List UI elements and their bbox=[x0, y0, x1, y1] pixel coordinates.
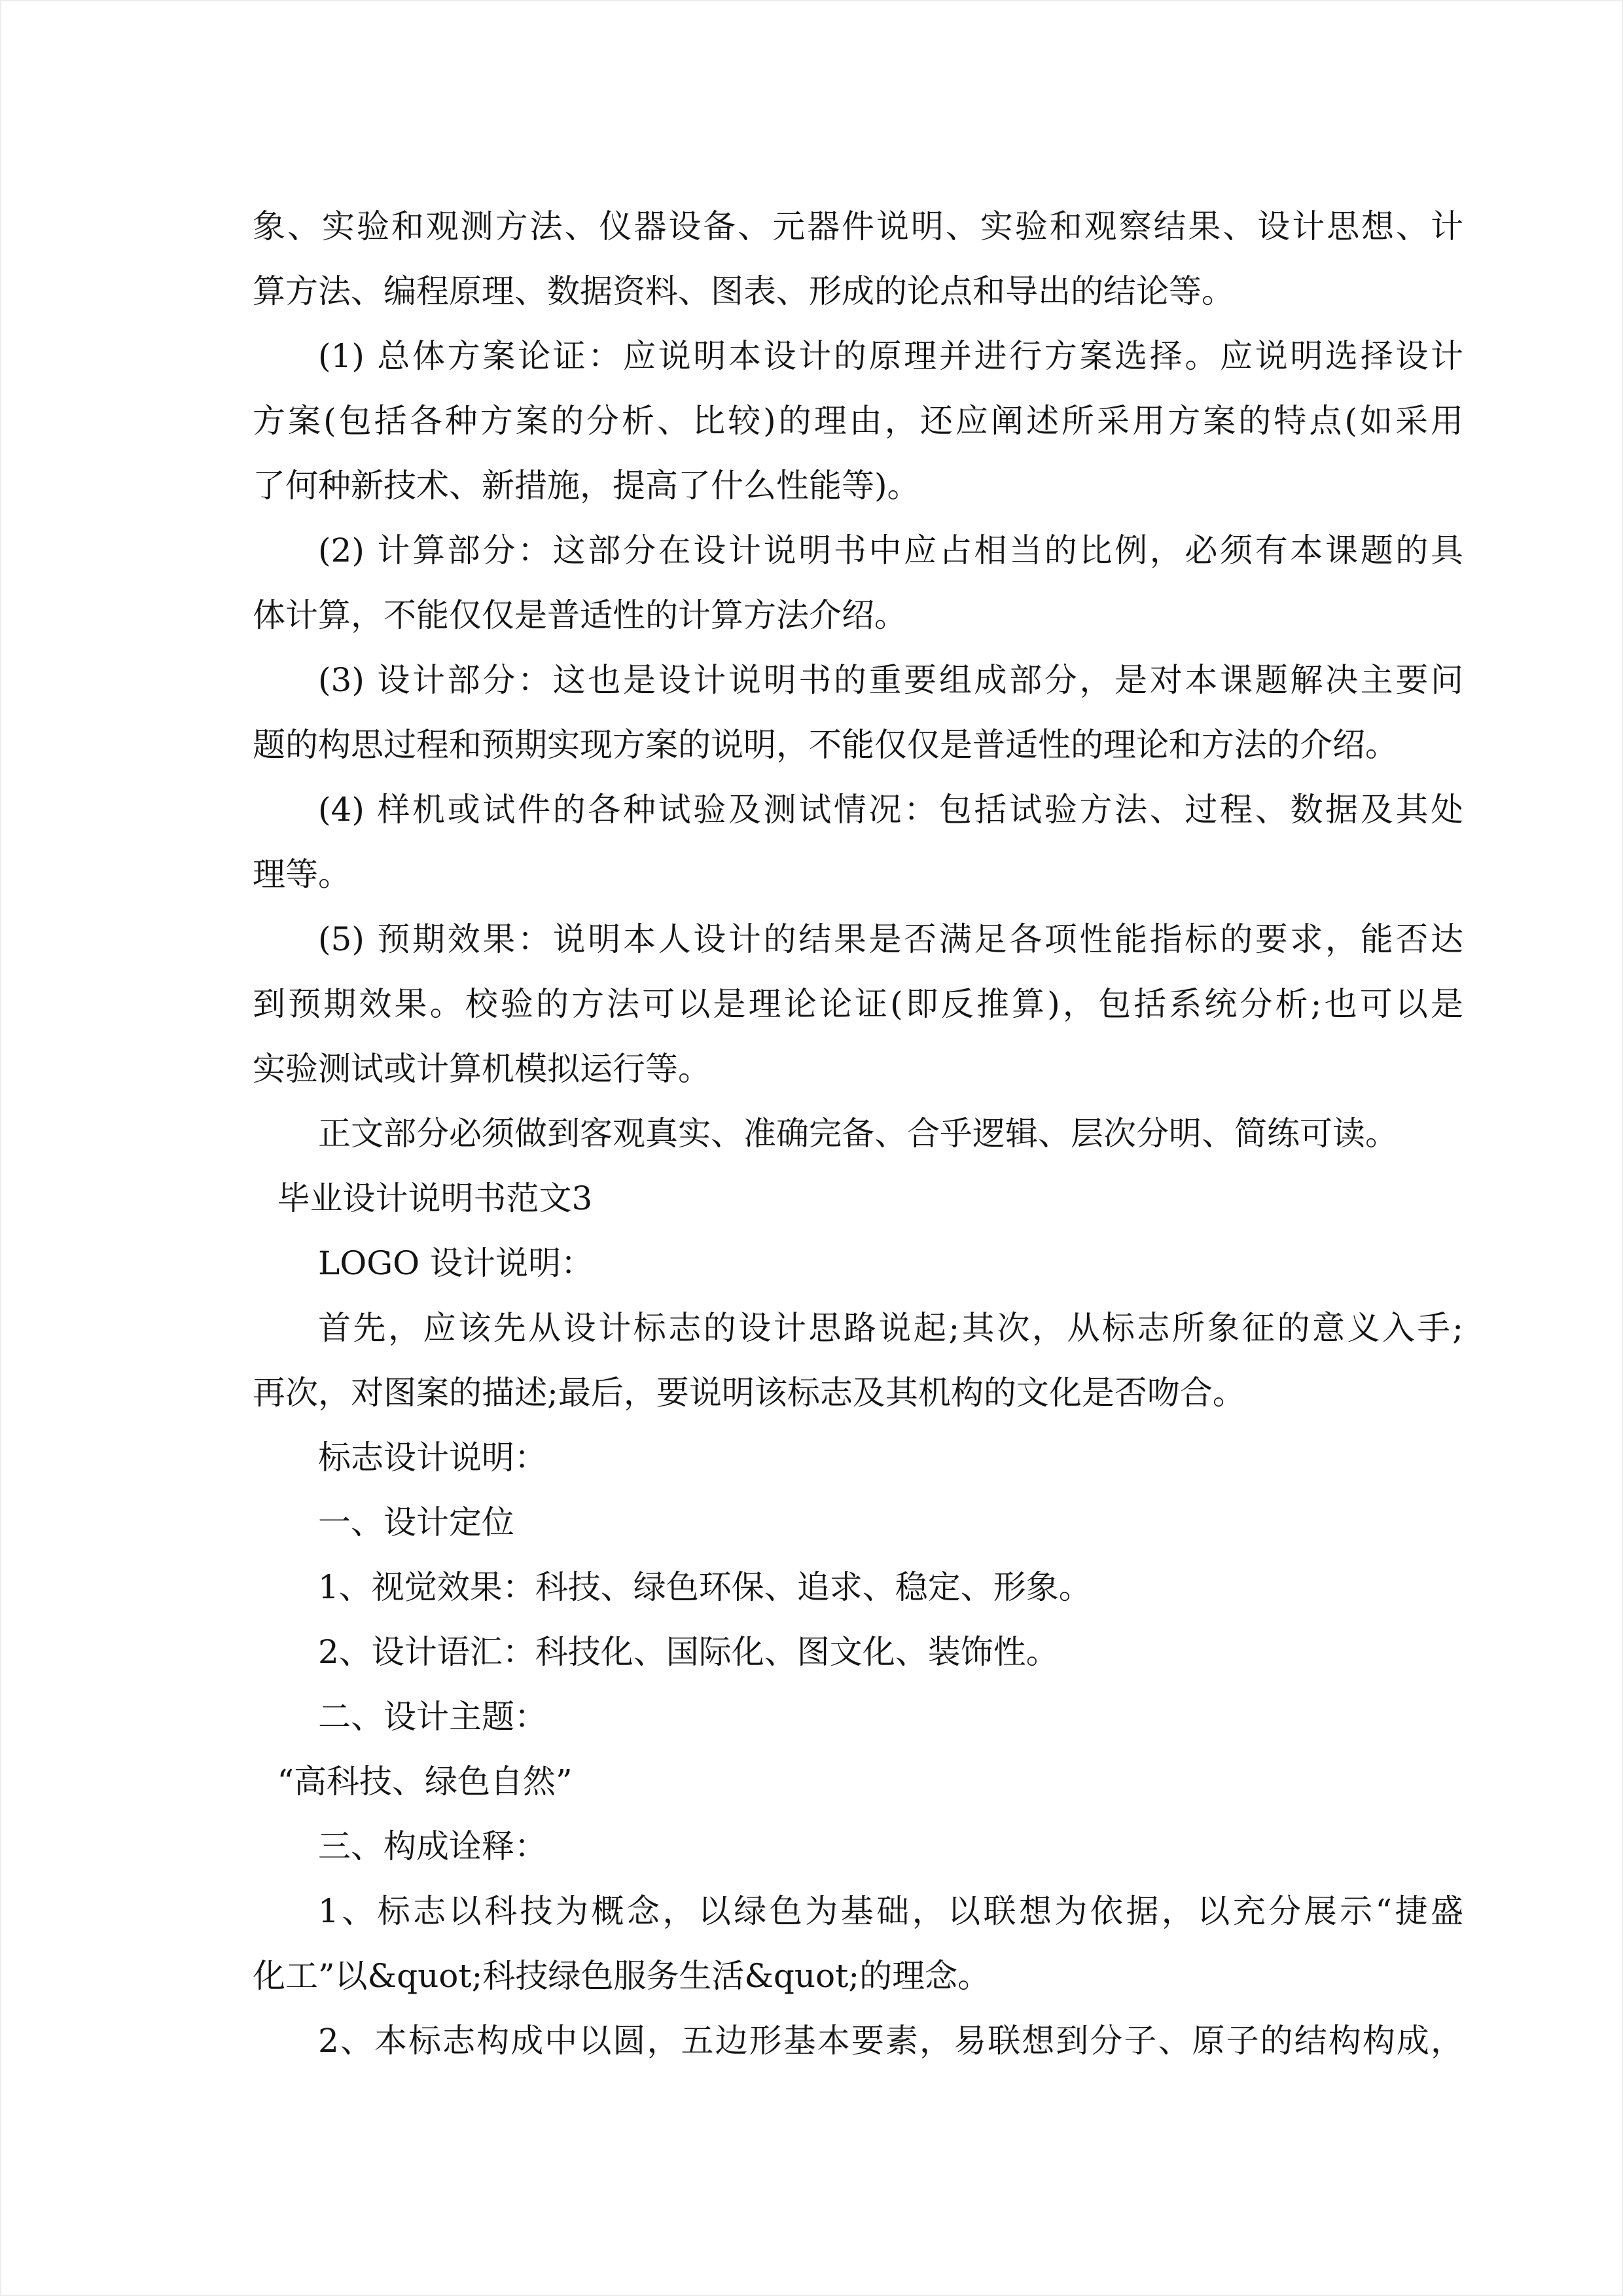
text-line: LOGO 设计说明： bbox=[318, 1244, 594, 1282]
text-line: (4) 样机或试件的各种试验及测试情况：包括试验方法、过程、数据及其处 bbox=[318, 791, 1463, 829]
text-line: 一、设计定位 bbox=[318, 1503, 514, 1541]
text-line: 1、视觉效果：科技、绿色环保、追求、稳定、形象。 bbox=[318, 1568, 1092, 1606]
text-line: 算方法、编程原理、数据资料、图表、形成的论点和导出的结论等。 bbox=[253, 272, 1234, 310]
text-line: 1、标志以科技为概念，以绿色为基础，以联想为依据，以充分展示“捷盛 bbox=[318, 1892, 1463, 1930]
text-line: (2) 计算部分：这部分在设计说明书中应占相当的比例，必须有本课题的具 bbox=[318, 531, 1463, 569]
text-line: 方案(包括各种方案的分析、比较)的理由，还应阐述所采用方案的特点(如采用 bbox=[253, 402, 1463, 440]
text-line: 再次，对图案的描述;最后，要说明该标志及其机构的文化是否吻合。 bbox=[253, 1374, 1245, 1412]
text-line: “高科技、绿色自然” bbox=[277, 1763, 573, 1801]
text-line: 正文部分必须做到客观真实、准确完备、合乎逻辑、层次分明、简练可读。 bbox=[318, 1115, 1398, 1153]
text-line: 体计算，不能仅仅是普适性的计算方法介绍。 bbox=[253, 596, 907, 634]
text-line: 了何种新技术、新措施，提高了什么性能等)。 bbox=[253, 467, 920, 505]
text-line: 题的构思过程和预期实现方案的说明，不能仅仅是普适性的理论和方法的介绍。 bbox=[253, 726, 1398, 764]
text-line: 理等。 bbox=[253, 855, 351, 893]
text-line: 首先，应该先从设计标志的设计思路说起;其次，从标志所象征的意义入手; bbox=[318, 1309, 1463, 1347]
text-line: (5) 预期效果：说明本人设计的结果是否满足各项性能指标的要求，能否达 bbox=[318, 920, 1463, 958]
text-line: 到预期效果。校验的方法可以是理论论证(即反推算)，包括系统分析;也可以是 bbox=[253, 985, 1463, 1023]
text-line: (3) 设计部分：这也是设计说明书的重要组成部分，是对本课题解决主要问 bbox=[318, 661, 1463, 699]
text-line: 三、构成诠释： bbox=[318, 1827, 547, 1865]
text-line: 2、本标志构成中以圆，五边形基本要素，易联想到分子、原子的结构构成， bbox=[318, 2022, 1463, 2060]
section-heading: 毕业设计说明书范文3 bbox=[277, 1179, 593, 1217]
text-line: 象、实验和观测方法、仪器设备、元器件说明、实验和观察结果、设计思想、计 bbox=[253, 207, 1463, 245]
text-line: 实验测试或计算机模拟运行等。 bbox=[253, 1050, 711, 1088]
text-line: 化工”以&quot;科技绿色服务生活&quot;的理念。 bbox=[253, 1957, 991, 1995]
text-line: 二、设计主题： bbox=[318, 1698, 547, 1736]
text-line: 2、设计语汇：科技化、国际化、图文化、装饰性。 bbox=[318, 1633, 1059, 1671]
text-line: (1) 总体方案论证：应说明本设计的原理并进行方案选择。应说明选择设计 bbox=[318, 337, 1463, 375]
text-line: 标志设计说明： bbox=[318, 1439, 547, 1477]
